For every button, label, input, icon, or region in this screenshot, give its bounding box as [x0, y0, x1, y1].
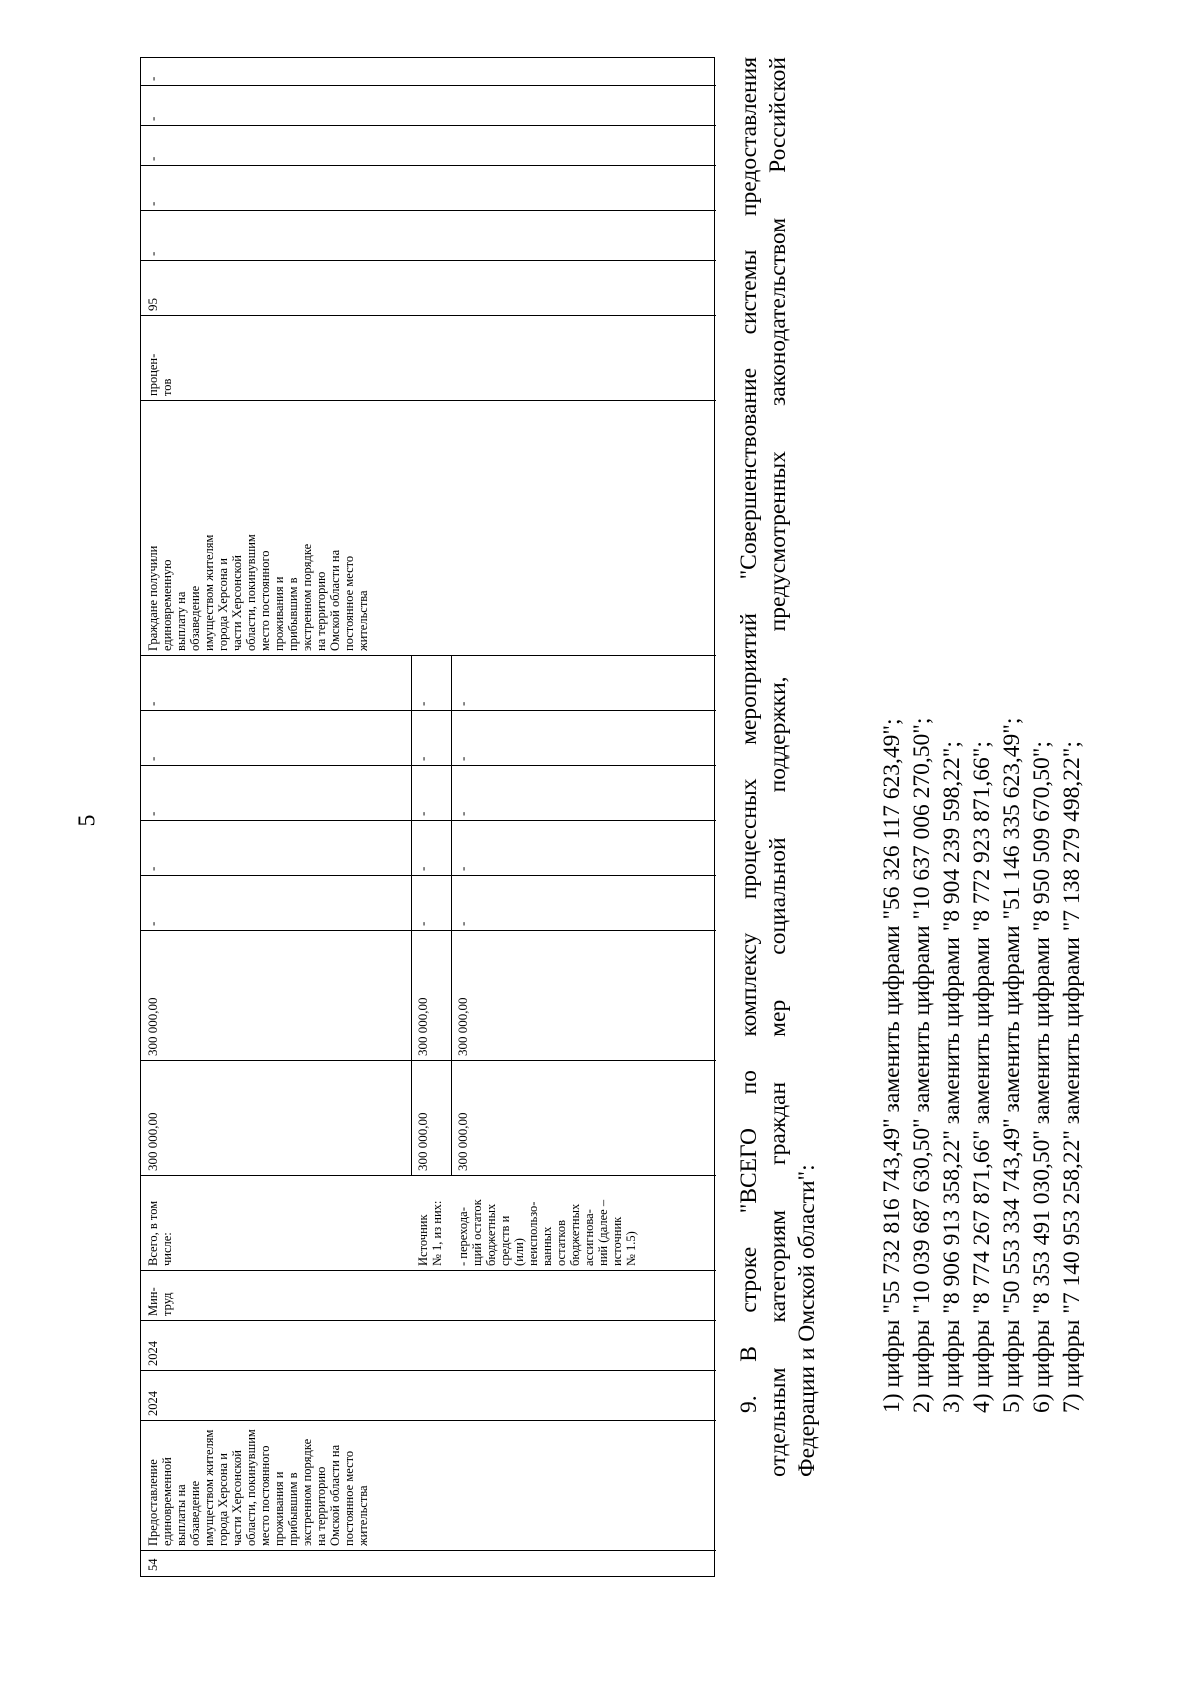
- dash-cell: -: [415, 921, 430, 926]
- table-grid-line: [141, 1060, 716, 1061]
- dash-cell: -: [145, 811, 160, 816]
- dash-cell: -: [145, 921, 160, 926]
- unit-cell: процен- тов: [146, 353, 174, 396]
- amendment-items-list: [877, 718, 1087, 1413]
- dash-cell: -: [455, 921, 470, 926]
- source-1-value-cell: 300 000,00: [415, 997, 430, 1056]
- dash-cell: -: [455, 756, 470, 761]
- paragraph-line: Федерации и Омской области":: [794, 1164, 820, 1477]
- table-grid-line: [141, 315, 716, 316]
- list-item: 4) цифры "8 774 267 871,66" заменить цифрами "8 772 923 871,66";: [969, 741, 995, 1413]
- table-grid-line: [411, 656, 412, 1176]
- table-grid-line: [141, 765, 716, 766]
- total-value-cell: 300 000,00: [145, 1112, 160, 1171]
- year-end-cell: 2024: [146, 1341, 160, 1366]
- list-item: 2) цифры "10 039 687 630,50" заменить цифрами "10 637 006 270,50";: [909, 717, 935, 1413]
- total-value-cell: 300 000,00: [145, 997, 160, 1056]
- table-grid-line: [141, 1320, 716, 1321]
- dash-cell: -: [145, 76, 160, 81]
- dash-cell: -: [415, 756, 430, 761]
- page-number: 5: [74, 814, 101, 827]
- table-grid-line: [141, 1550, 716, 1551]
- program-table: [140, 57, 715, 1577]
- table-grid-line: [141, 655, 716, 656]
- table-grid-line: [141, 820, 716, 821]
- list-item: 1) цифры "55 732 816 743,49" заменить цифрами "56 326 117 623,49";: [879, 718, 905, 1413]
- source-1-value-cell: 300 000,00: [415, 1112, 430, 1171]
- source-1-5-value-cell: 300 000,00: [455, 997, 470, 1056]
- table-grid-line: [141, 930, 716, 931]
- target-value-cell: 95: [145, 298, 160, 311]
- result-name-cell: Граждане получили единовременную выплату на обзаведение имуществом жителям города Херсона и части Херсонской области, покинувшим место постоянного проживания и прибывшим в экстренном порядке на территорию Омской области на постоянное место жительства: [146, 534, 370, 651]
- dash-cell: -: [415, 811, 430, 816]
- list-item: 5) цифры "50 553 334 743,49" заменить цифрами "51 146 335 623,49";: [999, 717, 1025, 1413]
- list-item: 3) цифры "8 906 913 358,22" заменить цифрами "8 904 239 598,22";: [939, 741, 965, 1413]
- dash-cell: -: [145, 116, 160, 121]
- table-grid-line: [141, 165, 716, 166]
- event-name-cell: Предоставление единовременной выплаты на обзаведение имуществом жителям города Херсона и части Херсонской области, покинувшим место постоянного проживания и прибывшим в экстренном порядке на территорию Омской области на постоянное место жительства: [146, 1429, 370, 1546]
- dash-cell: -: [145, 756, 160, 761]
- source-1-5-value-cell: 300 000,00: [455, 1112, 470, 1171]
- dash-cell: -: [455, 811, 470, 816]
- dash-cell: -: [145, 701, 160, 706]
- list-item: 6) цифры "8 353 491 030,50" заменить цифрами "8 950 509 670,50";: [1029, 741, 1055, 1413]
- dash-cell: -: [415, 701, 430, 706]
- dash-cell: -: [455, 866, 470, 871]
- amendment-paragraph: [735, 57, 822, 1477]
- table-grid-line: [141, 710, 716, 711]
- source-1-5-label: - перехода- щий остаток бюджетных средств и (или) неиспользо- ванных остатков бюджетных ассигнова- ний (далее – источник № 1.5): [456, 1199, 638, 1266]
- table-grid-line: [141, 85, 716, 86]
- dash-cell: -: [145, 201, 160, 206]
- table-grid-line: [141, 875, 716, 876]
- table-grid-line: [141, 125, 716, 126]
- table-grid-line: [141, 1370, 716, 1371]
- table-grid-line: [451, 656, 452, 1176]
- dash-cell: -: [145, 866, 160, 871]
- executor-cell: Мин- труд: [146, 1287, 174, 1316]
- row-number: 54: [146, 1558, 160, 1571]
- source-1-label: Источник № 1, из них:: [416, 1200, 444, 1266]
- dash-cell: -: [145, 156, 160, 161]
- table-grid-line: [141, 1175, 716, 1176]
- table-grid-line: [141, 260, 716, 261]
- paragraph-line: 9. В строке "ВСЕГО по комплексу процессных мероприятий "Совершенствование системы предоставления: [736, 57, 762, 1413]
- dash-cell: -: [415, 866, 430, 871]
- table-grid-line: [141, 1270, 716, 1271]
- year-start-cell: 2024: [146, 1391, 160, 1416]
- table-grid-line: [141, 210, 716, 211]
- dash-cell: -: [145, 251, 160, 256]
- list-item: 7) цифры "7 140 953 258,22" заменить цифрами "7 138 279 498,22";: [1059, 741, 1085, 1413]
- source-total-label: Всего, в том числе:: [146, 1200, 174, 1266]
- paragraph-line: отдельным категориям граждан мер социальной поддержки, предусмотренных законодательством Российской: [765, 57, 791, 1477]
- dash-cell: -: [455, 701, 470, 706]
